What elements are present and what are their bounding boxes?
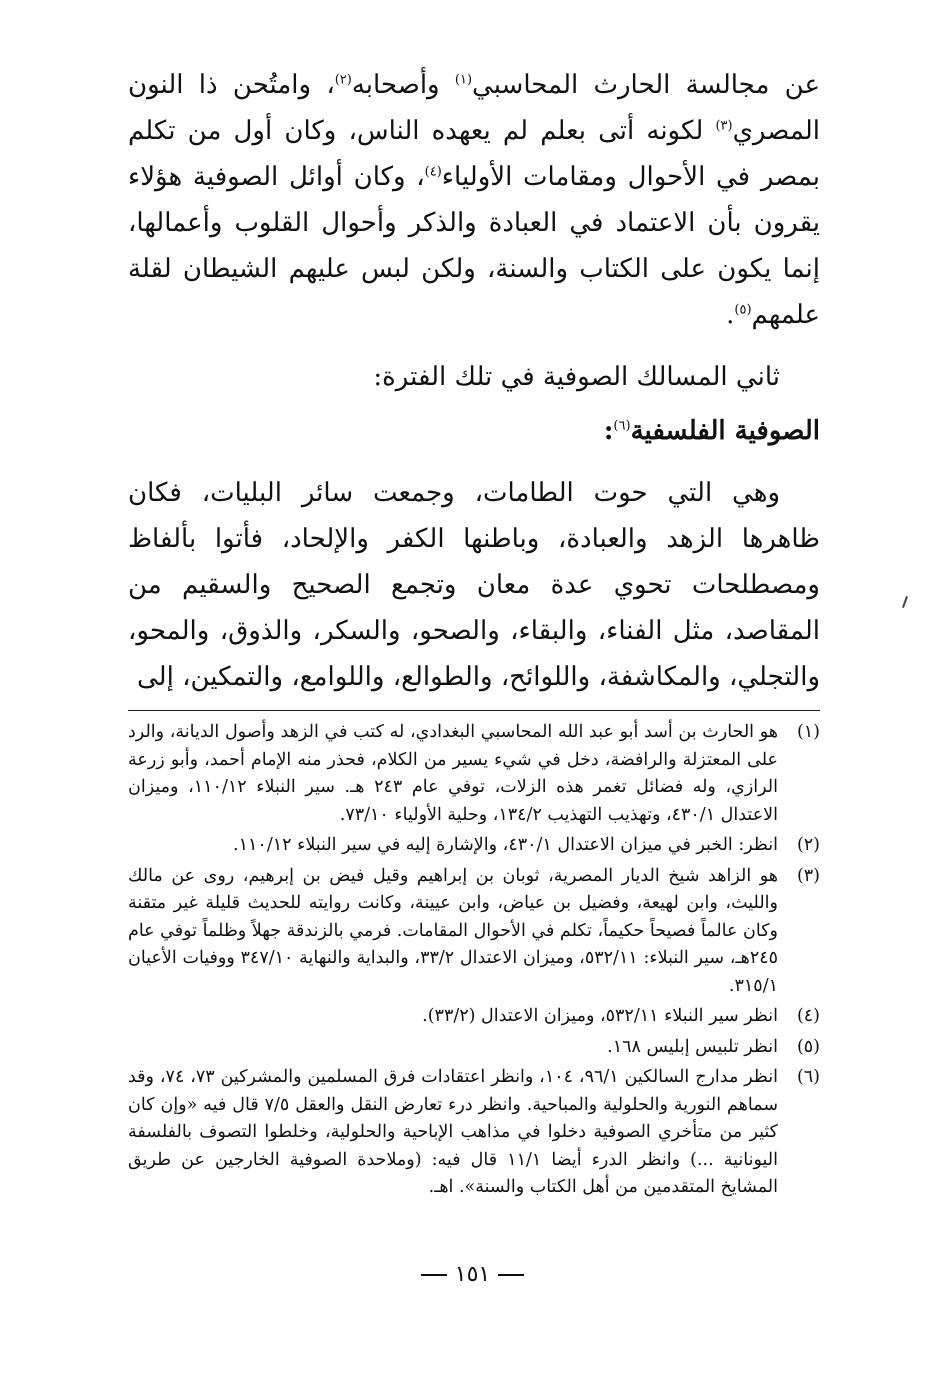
footnote-text: هو الحارث بن أسد أبو عبد الله المحاسبي البغدادي، له كتب في الزهد وأصول الديانة، والرد على المعتزلة والرافضة، دخل في شيء يسير من الكلام، فحذر منه الإمام أحمد، وأبو زرعة الرازي، وله فضائل تغمر هذه الزلات، توفي عام ٢٤٣ هـ. سير النبلاء ١١٠/١٢، وميزان الاعتدال ٤٣٠/١، وتهذيب التهذيب ١٣٤/٢، وحلية الأولياء ٧٣/١٠. [128,722,778,825]
heading-suffix: : [603,416,614,446]
page-number-text: ١٥١ [454,1262,491,1287]
page-content [128,62,820,1205]
section-heading [128,408,820,454]
footnote-text: هو الزاهد شيخ الديار المصرية، ثوبان بن إبراهيم وقيل فيض بن إبرهيم، روى عن مالك والليث، وابن لهيعة، وفضيل بن عياض، وابن عيينة، وكانت روايته للحديث قليلة غير متقنة وكان عالماً فصيحاً حكيماً، تكلم في الأحوال المقامات. فرمي بالزندقة جهلاً وظلماً توفي عام ٢٤٥هـ، سير النبلاء: ٥٣٢/١١، وميزان الاعتدال ٣٣/٢، والبداية والنهاية ٣٤٧/١٠ ووفيات الأعيان ٣١٥/١. [128,865,779,996]
text-segment: لكونه أتى بعلم لم يعهده الناس، وكان أول من تكلم بمصر في الأحوال ومقامات الأولياء [128,116,820,192]
footnote-ref-5[interactable]: (٥) [734,302,752,318]
footnote-ref-6[interactable]: (٦) [613,418,631,434]
footnote-text: انظر مدارج السالكين ٩٦/١، ١٠٤، وانظر اعتقادات فرق المسلمين والمشركين ٧٣، ٧٤، وقد سماهم النورية والحلولية والمباحية. وانظر درء تعارض النقل والعقل ٧/٥ قال فيه «وإن كان كثير من متأخري الصوفية دخلوا في مذاهب الإباحية والحلولية، وخلطوا التصوف بالفلسفة اليونانية ...) وانظر الدرء أيضا ١١/١ قال فيه: (وملاحدة الصوفية الخارجين عن طريق المشايخ المتقدمين من أهل الكتاب والسنة». اهـ. [128,1067,779,1197]
footnote-ref-4[interactable]: (٤) [424,164,442,180]
footnote-number: (٣) [796,865,820,886]
footnote-number: (٢) [796,835,820,855]
footnote [128,719,820,829]
margin-mark [902,596,908,608]
footnote-number: (٤) [796,1006,820,1026]
heading-text: الصوفية الفلسفية [630,416,820,446]
text-segment: ، وكان أوائل الصوفية هؤلاء يقرون بأن الاعتماد في العبادة والذكر وأحوال القلوب وأعمالها، إنما يكون على الكتاب والسنة، ولكن لبس عليهم الشيطان لقلة علمهم [128,162,820,330]
footnote-text: انظر تلبيس إبليس ١٦٨. [607,1036,778,1057]
text-segment: . [726,300,735,330]
text-segment: ، وامتُحن ذا النون المصري [128,70,820,146]
intro-paragraph [128,62,820,338]
body-paragraph: وهي التي حوت الطامات، وجمعت سائر البليات، فكان ظاهرها الزهد والعبادة، وباطنها الكفر والإلحاد، فأتوا بألفاظ ومصطلحات تحوي عدة معان وتجمع الصحيح والسقيم من المقاصد، مثل الفناء، والبقاء، والصحو، والسكر، والذوق، والمحو، والتجلي، والمكاشفة، واللوائح، والطوالع، واللوامع، والتمكين، إلى [128,478,820,692]
footnote-ref-3[interactable]: (٣) [715,118,733,134]
footnote [128,863,820,1001]
footnote-ref-2[interactable]: (٢) [334,72,352,88]
text-segment: وأصحابه [351,70,455,100]
footnote-divider [128,710,820,711]
footnote-number: (٦) [796,1067,820,1087]
footnote-number: (١) [796,722,820,742]
footnote-text: انظر: الخبر في ميزان الاعتدال ٤٣٠/١، والإشارة إليه في سير النبلاء ١١٠/١٢. [233,835,778,855]
footnote-ref-1[interactable]: (١) [454,72,473,88]
footnote-number: (٥) [796,1036,820,1057]
footnote [128,832,820,860]
footnote-text: انظر سير النبلاء ٥٣٢/١١، وميزان الاعتدال (٣٣/٢). [422,1006,778,1026]
footnote [128,1034,820,1062]
footnotes-list [128,719,820,1202]
page-number-dash [421,1274,447,1276]
footnote [128,1064,820,1202]
page-number-dash [498,1274,524,1276]
page-number [0,1262,945,1287]
footnote [128,1003,820,1031]
text-segment: عن مجالسة الحارث المحاسبي [472,70,820,100]
section-intro: ثاني المسالك الصوفية في تلك الفترة: [373,362,780,392]
